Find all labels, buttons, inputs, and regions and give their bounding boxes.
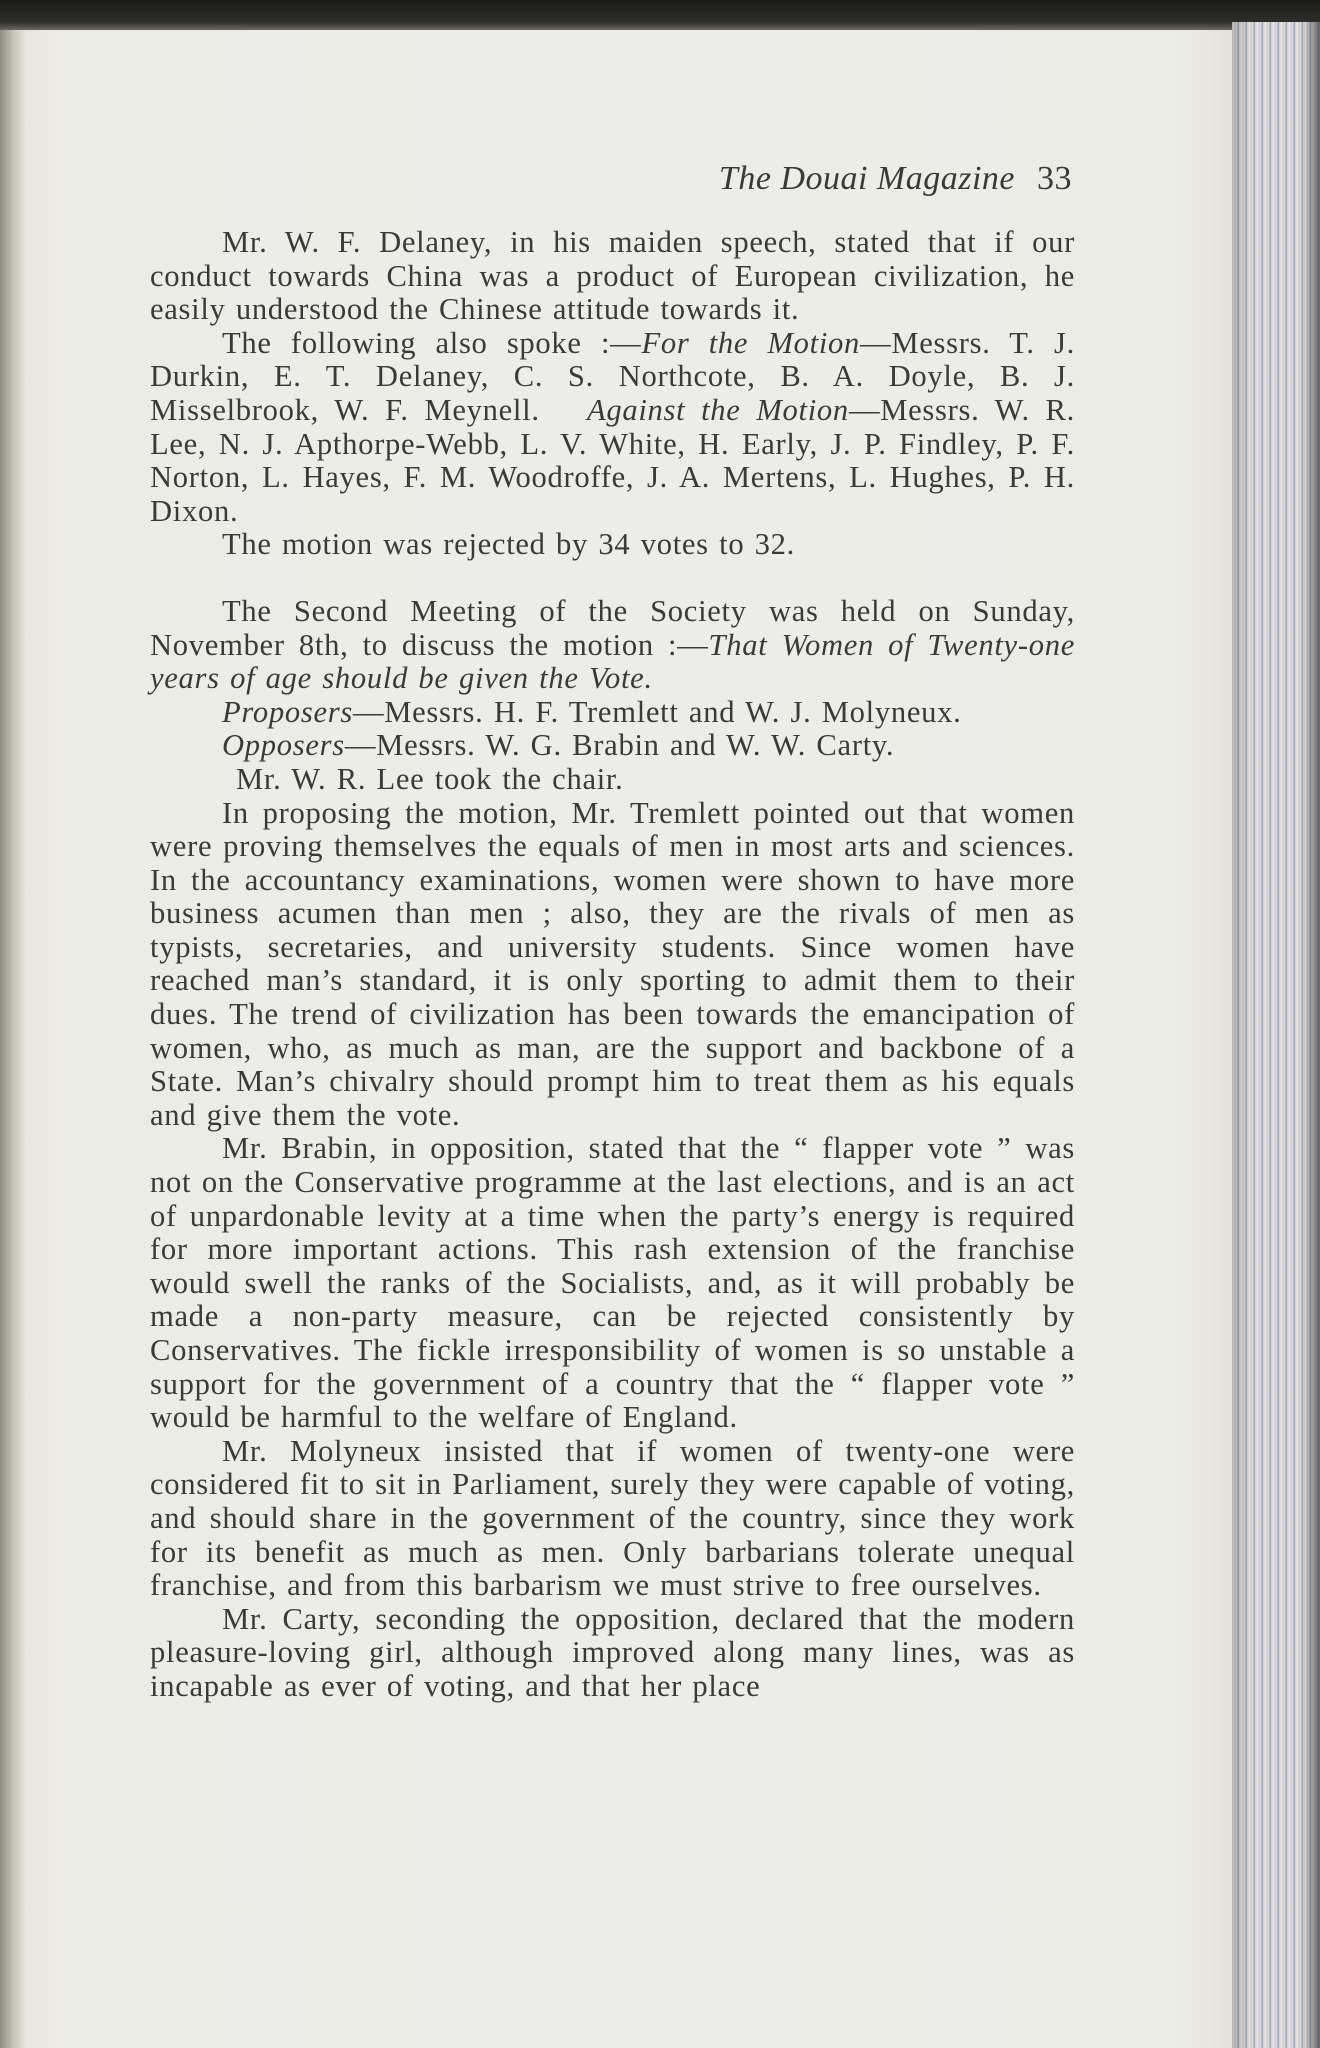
for-motion-label: For the Motion xyxy=(641,325,861,360)
paragraph-brabin: Mr. Brabin, in opposition, stated that the “ flapper vote ” was not on the Conservative programme at the last elections, and is an act of unpardonable levity at a time when the party’s energy is required for more important actions. This rash extension of the franchise would swell the ranks of the Socialists, and, as it will probably be made a non-party measure, can be rejected consistently by Conservatives. The fickle irresponsibility of women is so unstable a support for the government of a country that the “ flapper vote ” would be harmful to the welfare of England. xyxy=(150,1131,1075,1435)
paragraph-molyneux: Mr. Molyneux insisted that if women of twenty-one were considered fit to sit in Parliament, surely they were capable of voting, and should share in the government of the country, since they work for its benefit as much as men. Only barbarians tolerate unequal franchise, and from this barbarism we must strive to free ourselves. xyxy=(150,1433,1075,1603)
paragraph-delaney-speech: Mr. W. F. Delaney, in his maiden speech, stated that if our conduct towards China was a product of European civilization, he easily understood the Chinese attitude towards it. xyxy=(150,225,1075,327)
against-motion-label: Against the Motion xyxy=(586,392,849,427)
paragraph-vote-result: The motion was rejected by 34 votes to 32. xyxy=(222,527,796,562)
proposers-label: Proposers xyxy=(222,694,353,729)
body-text xyxy=(150,226,1075,1704)
running-header xyxy=(160,160,1072,198)
page-number: 33 xyxy=(1037,160,1072,197)
opposers-line xyxy=(150,729,1075,763)
opposers-label: Opposers xyxy=(222,728,345,763)
proposers-names: —Messrs. H. F. Tremlett and W. J. Molyneux. xyxy=(352,694,962,729)
paragraph-second-meeting xyxy=(150,595,1075,696)
proposers-line xyxy=(150,696,1075,730)
paragraph-tremlett: In proposing the motion, Mr. Tremlett pointed out that women were proving themselves the equals of men in most arts and sciences. In the accountancy examinations, women were shown to have more business acumen than men ; also, they are the rivals of men as typists, secretaries, and university students. Since women have reached man’s standard, it is only sporting to admit them to their dues. The trend of civilization has been towards the emancipation of women, who, as much as man, are the support and backbone of a State. Man’s chivalry should prompt him to treat them as his equals and give them the vote. xyxy=(150,795,1075,1132)
scan-top-edge xyxy=(0,0,1320,30)
motion-title: That Women of Twenty-one years of age should be given the Vote. xyxy=(150,627,1075,696)
for-motion-names: —Messrs. T. J. Durkin, E. T. Delaney, C. S. Northcote, B. A. Doyle, B. J. Misselbrook, W. F. Meynell. xyxy=(150,325,1075,427)
gutter-shadow xyxy=(0,30,26,2048)
fore-edge-shadow xyxy=(1232,22,1320,2048)
chair-line: Mr. W. R. Lee took the chair. xyxy=(236,761,624,796)
paragraph-other-speakers xyxy=(150,327,1075,529)
running-title: The Douai Magazine xyxy=(718,160,1015,197)
against-motion-names: —Messrs. W. R. Lee, N. J. Apthorpe-Webb, L. V. White, H. Early, J. P. Findley, P. F. Norton, L. Hayes, F. M. Woodroffe, J. A. Mertens, L. Hughes, P. H. Dixon. xyxy=(150,392,1076,528)
speakers-intro: The following also spoke :— xyxy=(222,325,642,360)
paragraph-carty: Mr. Carty, seconding the opposition, declared that the modern pleasure-loving girl, although improved along many lines, was as incapable as ever of voting, and that her place xyxy=(150,1601,1075,1703)
opposers-names: —Messrs. W. G. Brabin and W. W. Carty. xyxy=(344,728,895,763)
second-meeting-lead: The Second Meeting of the Society was held on Sunday, November 8th, to discuss the motion :— xyxy=(150,593,1075,662)
